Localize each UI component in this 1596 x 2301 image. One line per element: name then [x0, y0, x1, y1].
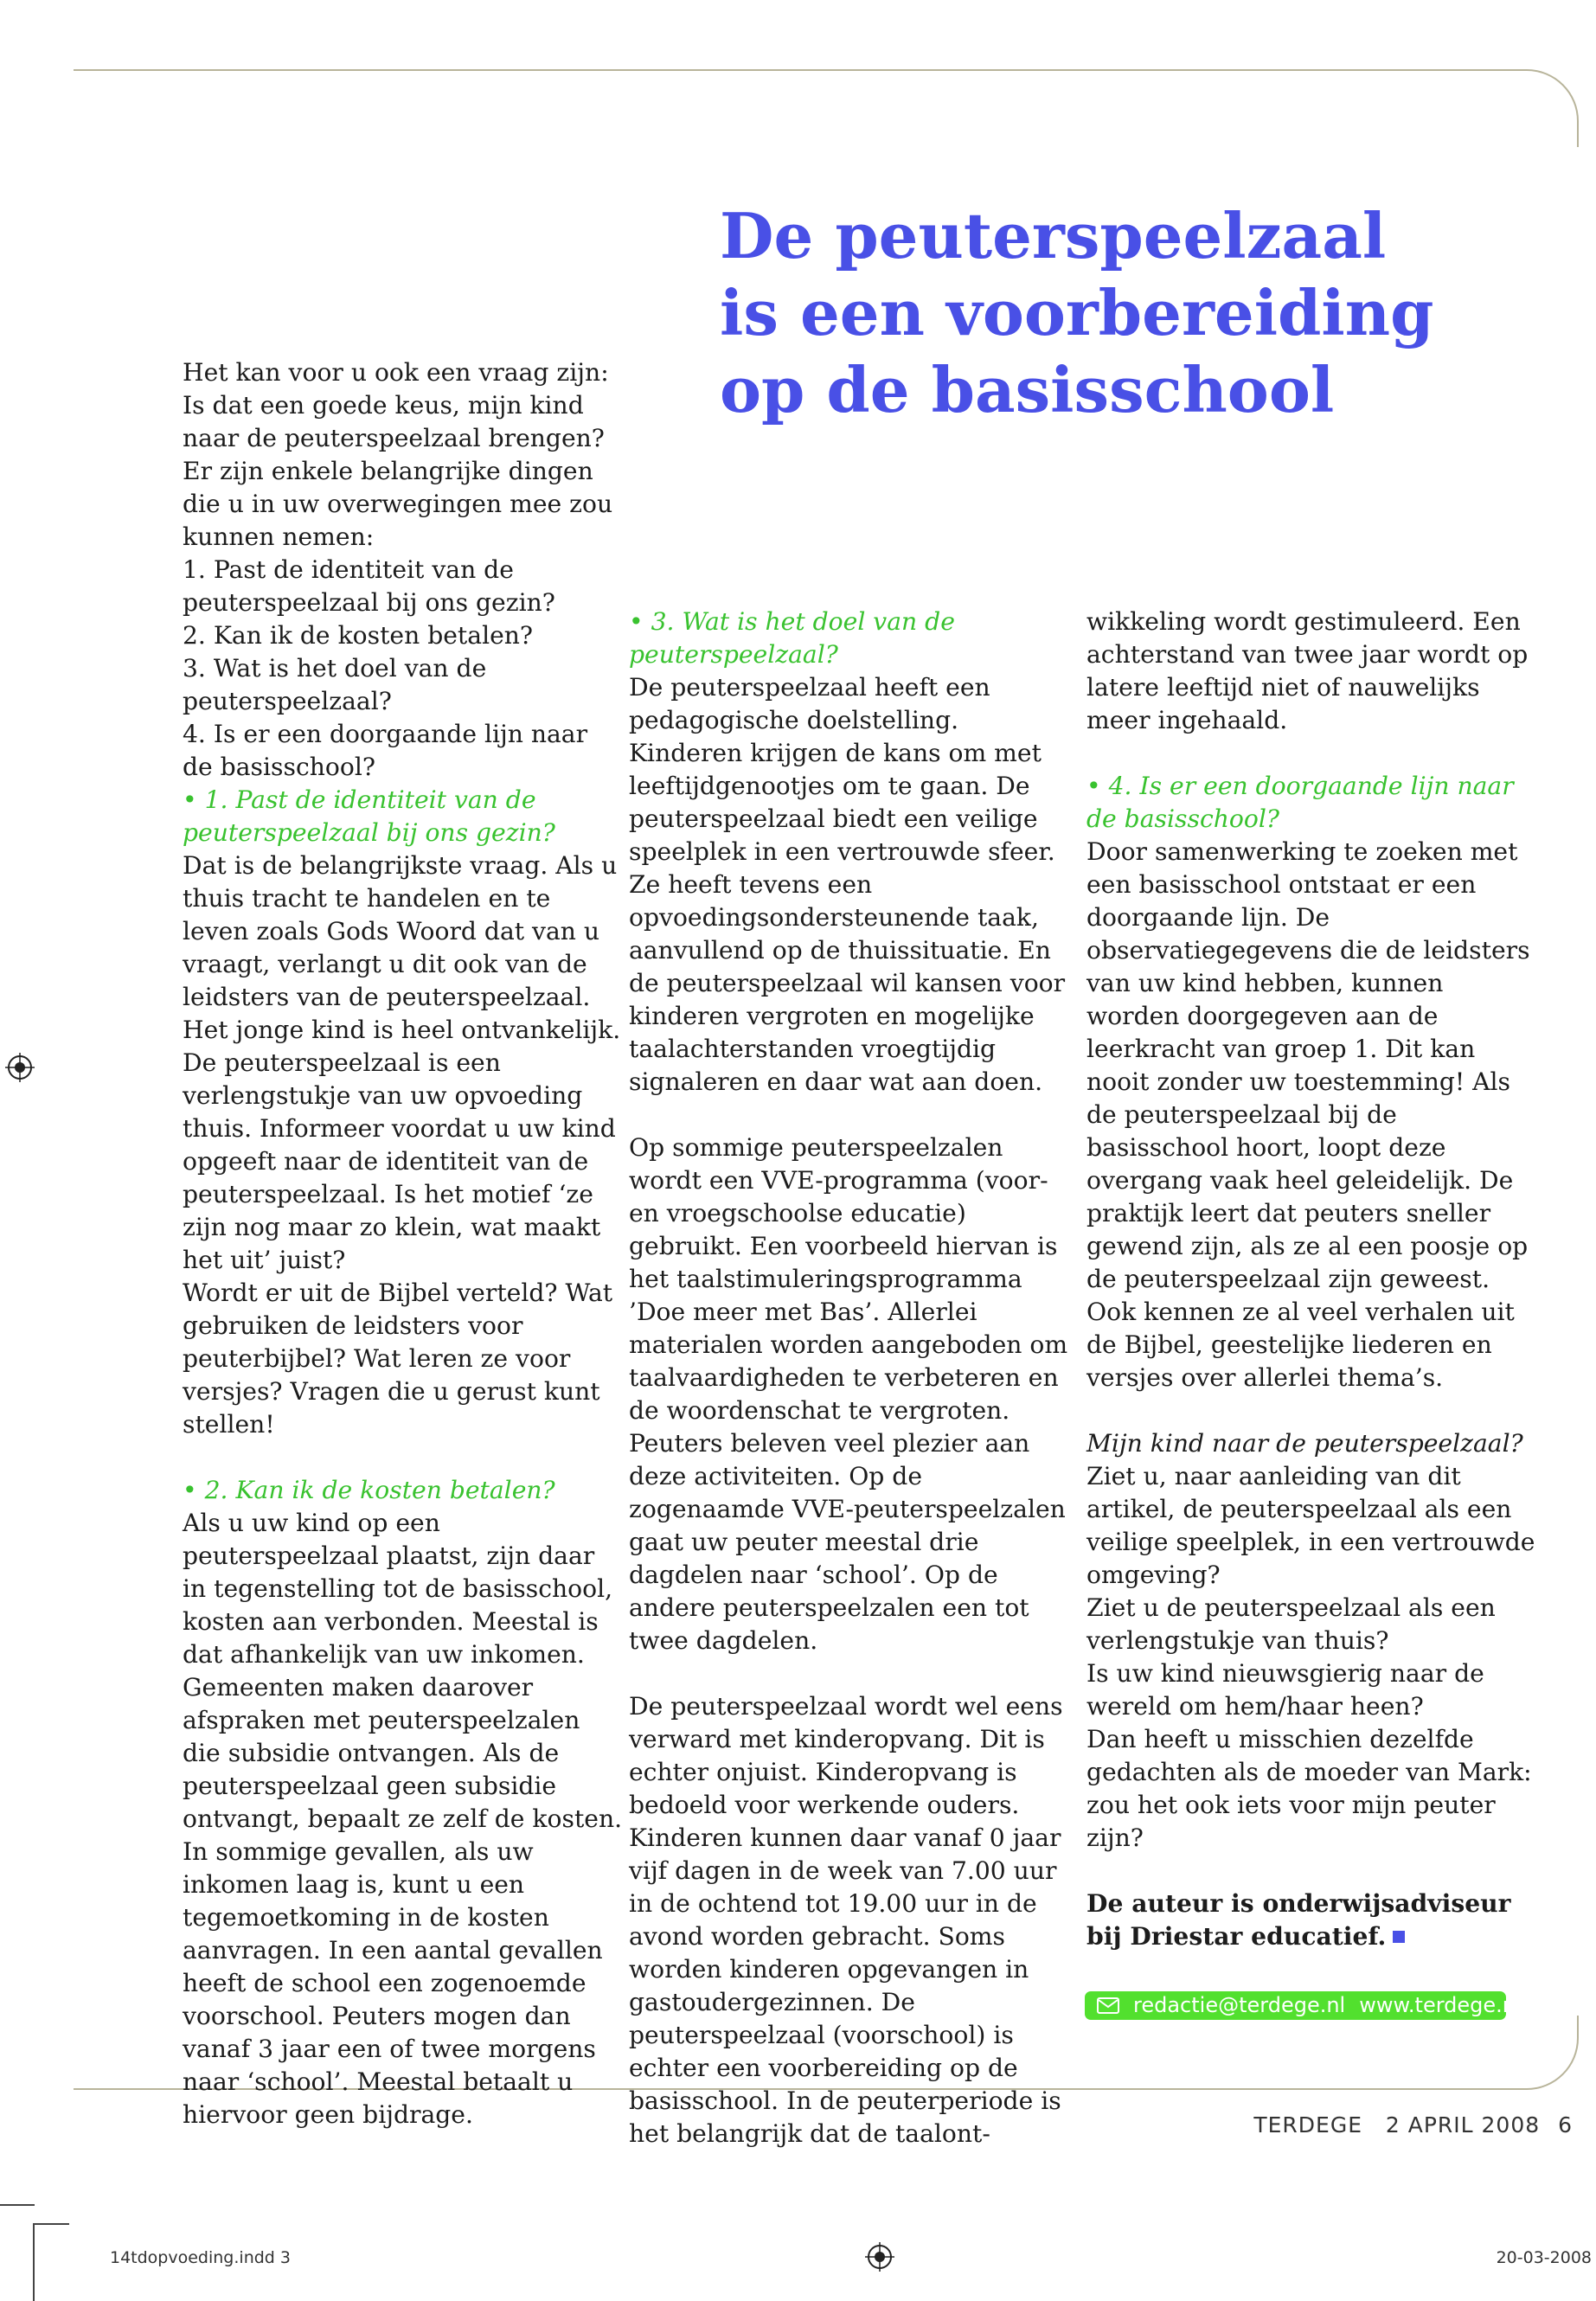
intro-lead: Er zijn enkele belangrijke dingen die u in uw overwegingen mee zou kunnen nemen: — [183, 457, 613, 551]
bullet-mark: • — [1086, 772, 1101, 800]
intro-question-3: 3. Wat is het doel van de peuterspeelzaal? — [183, 654, 487, 715]
intro-block — [183, 356, 624, 784]
print-slug-file: 14tdopvoeding.indd 3 — [110, 2248, 291, 2267]
contact-bar — [1085, 1991, 1522, 2020]
contact-email-link[interactable]: redactie@terdege.nl — [1133, 1993, 1346, 2017]
continued-paragraph: wikkeling wordt gestimuleerd. Een achterstand van twee jaar wordt op latere leeftijd niet of nauwelijks meer ingehaald. — [1086, 607, 1529, 734]
section-heading-3 — [629, 606, 1074, 671]
bullet-mark: • — [183, 785, 197, 814]
headline-line-1: De peuterspeelzaal — [720, 199, 1387, 272]
bullet-mark: • — [183, 1476, 197, 1504]
kinderopvang-paragraph: De peuterspeelzaal wordt wel eens verward met kinderopvang. Dit is echter onjuist. Kinderopvang is bedoeld voor werkende ouders. Kinderen kunnen daar vanaf 0 jaar vijf dagen in de week van 7.00 uur in de ochtend tot 19.00 uur in de avond worden gebracht. Soms worden kinderen opgevangen in gastoudergezinnen. De peuterspeelzaal (voorschool) is echter een voorbereiding op de basisschool. In de peuterperiode is het belangrijk dat de taalont- — [629, 1692, 1063, 2148]
text-column-2 — [629, 606, 1074, 2150]
intro-question-4: 4. Is er een doorgaande lijn naar de basisschool? — [183, 720, 588, 781]
issue-date: 2 APRIL 2008 — [1385, 2112, 1541, 2138]
registration-mark-icon — [5, 1053, 35, 1082]
crop-mark — [0, 2204, 35, 2206]
section-1-body: Dat is de belangrijkste vraag. Als u thuis tracht te handelen en te leven zoals Gods Woord dat van u vraagt, verlangt u dit ook van de leidsters van de peuterspeelzaal. Het jonge kind is heel ontvankelijk. De peuterspeelzaal is een verlengstukje van uw opvoeding thuis. Informeer voordat u uw kind opgeeft naar de identiteit van de peuterspeelzaal. Is het motief ‘ze zijn nog maar zo klein, wat maakt het uit’ juist? — [183, 851, 621, 1274]
print-slug-date: 20-03-2008 — [1496, 2248, 1592, 2267]
intro-paragraph: Het kan voor u ook een vraag zijn: Is dat een goede keus, mijn kind naar de peuterspeelzaal brengen? — [183, 358, 609, 452]
contact-web-link[interactable]: www.terdege.nl — [1359, 1993, 1522, 2017]
bullet-mark: • — [629, 607, 644, 636]
envelope-icon — [1097, 1997, 1119, 2014]
vve-paragraph: Op sommige peuterspeelzalen wordt een VVE-programma (voor- en vroegschoolse educatie) gebruikt. Een voorbeeld hiervan is het taalstimuleringsprogramma ’Doe meer met Bas’. Allerlei materialen worden aangeboden om taalvaardigheden te verbeteren en de woordenschat te vergroten. Peuters beleven veel plezier aan deze activiteiten. Op de zogenaamde VVE-peuterspeelzalen gaat uw peuter meestal drie dagdelen naar ‘school’. Op de andere peuterspeelzalen een tot twee dagdelen. — [629, 1133, 1068, 1655]
page-number: 6 — [1558, 2112, 1573, 2138]
page-frame-top — [74, 69, 1579, 147]
section-heading-2 — [183, 1474, 624, 1507]
author-note-text: De auteur is onderwijsadviseur bij Driestar educatief. — [1086, 1889, 1511, 1951]
article-headline — [720, 197, 1567, 428]
closing-question-3: Is uw kind nieuwsgierig naar de wereld om hem/haar heen? — [1086, 1659, 1484, 1721]
headline-line-3: op de basisschool — [720, 353, 1335, 426]
closing-heading: Mijn kind naar de peuterspeelzaal? — [1086, 1429, 1523, 1458]
intro-question-1: 1. Past de identiteit van de peuterspeelzaal bij ons gezin? — [183, 555, 555, 617]
author-note — [1086, 1888, 1536, 1953]
section-heading-2-text: 2. Kan ik de kosten betalen? — [204, 1476, 555, 1504]
registration-mark-icon — [865, 2242, 894, 2272]
intro-question-2: 2. Kan ik de kosten betalen? — [183, 621, 534, 650]
section-heading-1 — [183, 784, 624, 849]
headline-line-2: is een voorbereiding — [720, 276, 1434, 349]
page-footer — [1253, 2112, 1573, 2138]
magazine-name: TERDEGE — [1253, 2112, 1363, 2138]
section-3-body: De peuterspeelzaal heeft een pedagogische doelstelling. Kinderen krijgen de kans om met leeftijdgenootjes om te gaan. De peuterspeelzaal biedt een veilige speelplek in een vertrouwde sfeer. Ze heeft tevens een opvoedingsondersteunende taak, aanvullend op de thuissituatie. En de peuterspeelzaal wil kansen voor kinderen vergroten en mogelijke taalachterstanden vroegtijdig signaleren en daar wat aan doen. — [629, 673, 1066, 1096]
section-heading-4 — [1086, 770, 1536, 836]
closing-question-4: Dan heeft u misschien dezelfde gedachten als de moeder van Mark: zou het ook iets voor mijn peuter zijn? — [1086, 1725, 1532, 1852]
closing-question-1: Ziet u, naar aanleiding van dit artikel, de peuterspeelzaal als een veilige speelplek, in een vertrouwde omgeving? — [1086, 1462, 1535, 1589]
crop-mark — [33, 2223, 35, 2301]
section-2-body: Als u uw kind op een peuterspeelzaal plaatst, zijn daar in tegenstelling tot de basisschool, kosten aan verbonden. Meestal is dat afhankelijk van uw inkomen. Gemeenten maken daarover afspraken met peuterspeelzalen die subsidie ontvangen. Als de peuterspeelzaal geen subsidie ontvangt, bepaalt ze zelf de kosten. In sommige gevallen, als uw inkomen laag is, kunt u een tegemoetkoming in de kosten aanvragen. In een aantal gevallen heeft de school een zogenoemde voorschool. Peuters mogen dan vanaf 3 jaar een of twee morgens naar ‘school’. Meestal betaalt u hiervoor geen bijdrage. — [183, 1509, 623, 2129]
end-of-article-square-icon — [1393, 1931, 1405, 1943]
text-column-3 — [1086, 606, 1536, 1953]
section-1-questions: Wordt er uit de Bijbel verteld? Wat gebruiken de leidsters voor peuterbijbel? Wat leren ze voor versjes? Vragen die u gerust kunt stellen! — [183, 1279, 613, 1439]
crop-mark — [35, 2223, 69, 2225]
section-heading-1-text: 1. Past de identiteit van de peuterspeelzaal bij ons gezin? — [183, 785, 555, 847]
section-heading-4-text: 4. Is er een doorgaande lijn naar de basisschool? — [1086, 772, 1514, 833]
section-heading-3-text: 3. Wat is het doel van de peuterspeelzaal? — [629, 607, 955, 669]
text-column-1 — [183, 356, 624, 2131]
section-4-body: Door samenwerking te zoeken met een basisschool ontstaat er een doorgaande lijn. De observatiegegevens die de leidsters van uw kind hebben, kunnen worden doorgegeven aan de leerkracht van groep 1. Dit kan nooit zonder uw toestemming! Als de peuterspeelzaal bij de basisschool hoort, loopt deze overgang vaak heel geleidelijk. De praktijk leert dat peuters sneller gewend zijn, als ze al een poosje op de peuterspeelzaal zijn geweest. Ook kennen ze al veel verhalen uit de Bijbel, geestelijke liederen en versjes over allerlei thema’s. — [1086, 837, 1530, 1392]
closing-question-2: Ziet u de peuterspeelzaal als een verlengstukje van thuis? — [1086, 1593, 1496, 1655]
